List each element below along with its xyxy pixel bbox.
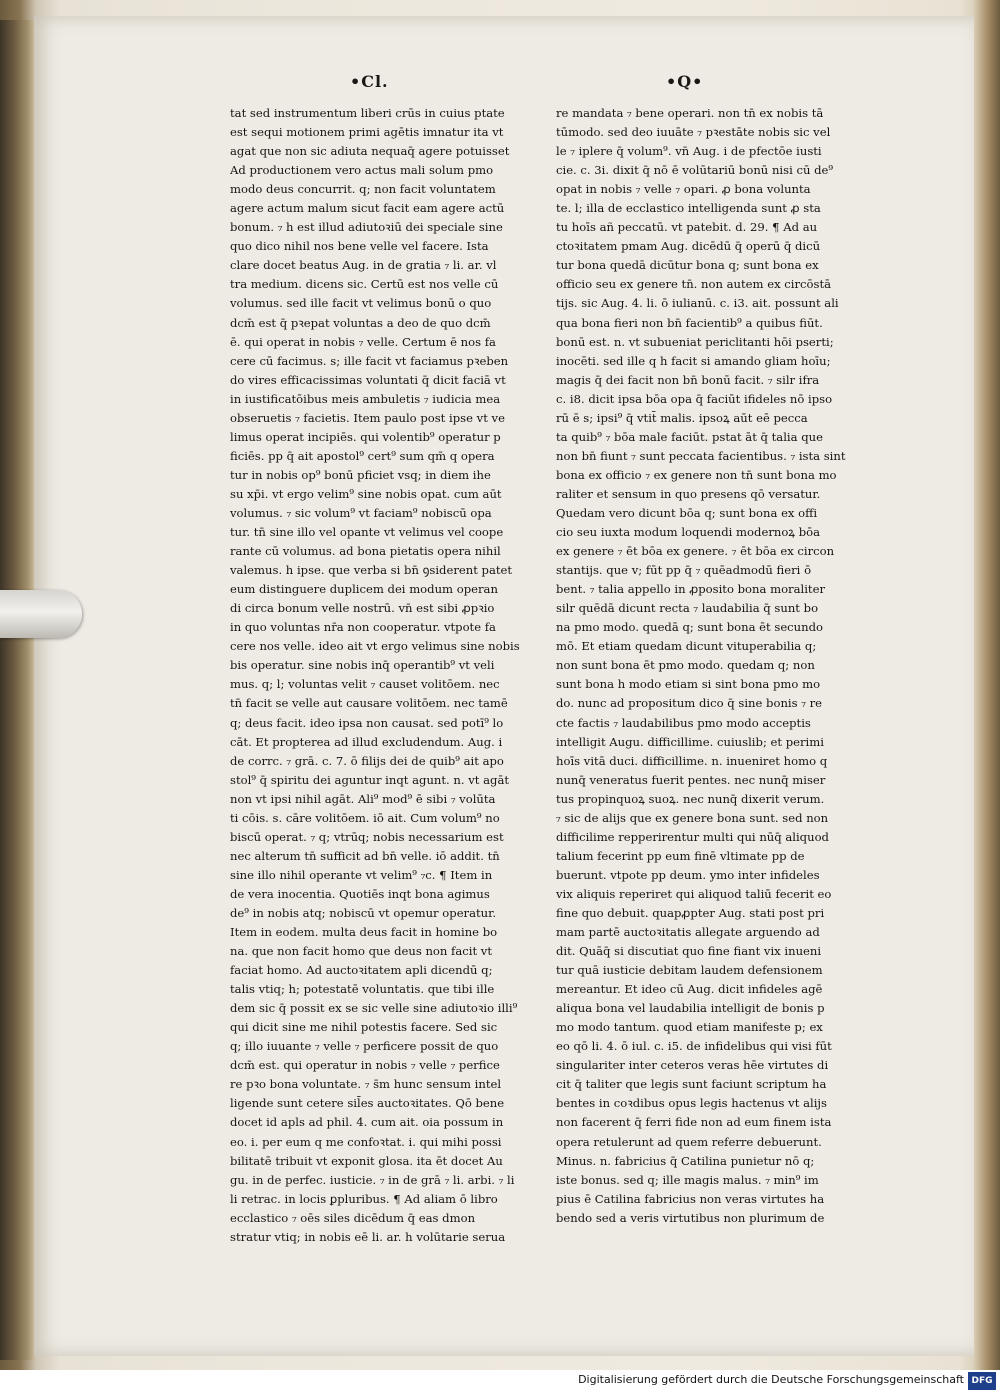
text-line: ē. qui operat in nobis ₇ velle. Certum ē nos fa xyxy=(230,334,496,349)
text-line: stol⁹ q̄ spiritu dei aguntur inqt agunt. n. vt agāt xyxy=(230,772,510,787)
text-line: sunt bona h modo etiam si sint bona pmo mo xyxy=(556,677,821,692)
text-line: stratur vtiq; in nobis eē li. ar. h volūtarie serua xyxy=(230,1229,506,1244)
text-line: de vera inocentia. Quotiēs inqt bona agimus xyxy=(230,886,490,901)
text-line: difficilime repperirentur multi qui nūq̄ aliquod xyxy=(556,829,829,844)
text-line: Quedam vero dicunt bōa q; sunt bona ex offi xyxy=(556,505,818,520)
text-line: na. que non facit homo que deus non facit vt xyxy=(230,944,493,959)
text-line: Ad productionem vero actus mali solum pmo xyxy=(230,163,494,178)
text-line: ta quib⁹ ₇ bōa male faciūt. pstat āt q̄ talia que xyxy=(556,429,823,444)
text-line: rū ē s; ipsi⁹ q̄ vtit̄ malis. ipsoꝝ aūt eē pecca xyxy=(556,410,808,425)
text-line: singulariter inter ceteros veras hēe virtutes di xyxy=(556,1058,829,1073)
text-line: tus propinquoꝝ suoꝝ. nec nunq̄ dixerit verum. xyxy=(556,791,825,806)
text-line: aliqua bona vel laudabilia intelligit de bonis p xyxy=(556,1001,825,1016)
right-page-edge xyxy=(974,0,1000,1370)
text-line: eo qō li. 4. ō iul. c. i5. de infidelibus qui visi fūt xyxy=(556,1039,832,1054)
folio-right: •Q• xyxy=(666,72,704,91)
text-line: na pmo modo. quedā q; sunt bona ēt secundo xyxy=(556,620,824,635)
text-line: valemus. h ipse. que verba si bn̄ ꝯsiderent patet xyxy=(230,563,513,578)
text-line: in quo voluntas nr̄a non cooperatur. vtpote fa xyxy=(230,620,496,635)
text-line: li retrac. in locis ꝑpluribus. ¶ Ad aliam ō libro xyxy=(230,1191,498,1206)
text-line: mō. Et etiam quedam dicunt vituperabilia q; xyxy=(556,639,817,654)
text-line: dem sic q̄ possit ex se sic velle sine adiutoꝛio illi⁹ xyxy=(230,1001,518,1016)
text-line: volumus. ₇ sic volum⁹ vt faciam⁹ nobiscū opa xyxy=(230,505,492,520)
text-line: stantijs. que v; fūt pp q̄ ₇ quēadmodū fieri ō xyxy=(556,563,812,578)
dfg-logo: DFG xyxy=(968,1372,996,1390)
text-line: tijs. sic Aug. 4. li. ō iulianū. c. i3. ait. possunt ali xyxy=(556,296,839,311)
text-line: opat in nobis ₇ velle ₇ opari. ꝓ bona volunta xyxy=(556,182,811,197)
text-line: ficiēs. pp q̄ ait apostol⁹ cert⁹ sum qm̄ q opera xyxy=(230,448,495,463)
text-line: bis operatur. sine nobis inq̄ operantib⁹ vt veli xyxy=(230,658,495,673)
text-line: ecclastico ₇ oēs siles dicēdum q̄ eas dmon xyxy=(230,1210,476,1225)
text-line: mam partē auctoꝛitatis allegate arguendo ad xyxy=(556,925,820,940)
text-line: dcm̄ est. qui operatur in nobis ₇ velle ₇ perfice xyxy=(230,1058,500,1073)
text-line: ex genere ₇ ēt bōa ex genere. ₇ ēt bōa ex circon xyxy=(556,544,835,559)
binding-edge xyxy=(0,20,34,1360)
text-line: modo deus concurrit. q; non facit voluntatem xyxy=(230,182,496,197)
text-line: bilitatē tribuit vt exponit glosa. ita ēt docet Au xyxy=(230,1153,503,1168)
text-line: non facerent q̄ ferri fide non ad eum finem ista xyxy=(556,1115,832,1130)
text-line: talis vtiq; h; potestatē voluntatis. que tibi ille xyxy=(230,982,495,997)
text-line: non vt ipsi nihil agāt. Ali⁹ mod⁹ ē sibi ₇ volūta xyxy=(230,791,496,806)
text-line: dcm̄ est q̄ pꝛepat voluntas a deo de quo dcm̄ xyxy=(230,315,491,330)
text-line: ctoꝛitatem pmam Aug. dicēdū q̄ operū q̄ dicū xyxy=(556,239,821,254)
text-line: docet id apls ad phil. 4. cum ait. oia possum in xyxy=(230,1115,504,1130)
text-line: c. i8. dicit ipsa bōa opa q̄ faciūt ifideles nō ipso xyxy=(556,391,833,406)
text-line: q; illo iuuante ₇ velle ₇ perficere possit de quo xyxy=(230,1039,499,1054)
text-line: quo dico nihil nos bene velle vel facere. Ista xyxy=(230,239,489,254)
text-line: clare docet beatus Aug. in de gratia ₇ li. ar. vl xyxy=(230,258,497,273)
text-line: cāt. Et propterea ad illud excludendum. Aug. i xyxy=(230,734,503,749)
text-line: iste bonus. sed q; ille magis malus. ₇ min⁹ im xyxy=(556,1172,819,1187)
text-line: cio seu iuxta modum loquendi modernoꝝ bōa xyxy=(556,525,821,540)
text-line: mereantur. Et ideo cū Aug. dicit infideles agē xyxy=(556,982,823,997)
text-line: di circa bonum velle nostrū. vn̄ est sibi ꝓpꝛio xyxy=(230,601,495,616)
text-line: tat sed instrumentum liberi crūs in cuius ptate xyxy=(230,106,505,120)
text-line: vix aliquis reperiret qui aliquod taliū fecerit eo xyxy=(556,886,832,901)
text-line: cie. c. 3i. dixit q̄ nō ē volūtariū bonū nisi cū de⁹ xyxy=(556,163,834,178)
text-line: limus operat incipiēs. qui volentib⁹ operatur p xyxy=(230,429,501,444)
text-line: do. nunc ad propositum dico q̄ sine bonis ₇ re xyxy=(556,696,822,711)
text-line: le ₇ iplere q̄ volum⁹. vn̄ Aug. i de pfectōe iusti xyxy=(556,144,822,159)
text-line: bent. ₇ talia appello in ꝓposito bona moraliter xyxy=(556,582,825,597)
text-line: intelligit Augu. difficillime. cuiuslib; et perimi xyxy=(556,734,824,749)
text-line: officio seu ex genere tn̄. non autem ex circōstā xyxy=(556,277,832,292)
text-line: agere actum malum sicut facit eam agere actū xyxy=(230,201,505,216)
text-line: tur quā iusticie debitam laudem defensionem xyxy=(556,963,823,978)
text-line: de⁹ in nobis atq; nobiscū vt opemur operatur. xyxy=(230,905,497,920)
text-line: nunq̄ veneratus fuerit pentes. nec nunq̄ miser xyxy=(556,772,826,787)
text-line: tur in nobis op⁹ bonū pficiet vsq; in diem ihe xyxy=(230,467,491,482)
text-line: re pꝛo bona voluntate. ₇ s̄m hunc sensum intel xyxy=(230,1077,502,1092)
text-line: est sequi motionem primi agētis imnatur ita vt xyxy=(230,125,504,140)
text-line: de corrc. ₇ grā. c. 7. ō filijs dei de quib⁹ ait apo xyxy=(230,753,504,768)
text-line: obseruetis ₇ facietis. Item paulo post ipse vt ve xyxy=(230,410,505,425)
text-line: ligende sunt cetere sil̄es auctoꝛitates. Qō bene xyxy=(230,1096,505,1111)
text-line: q; deus facit. ideo ipsa non causat. sed potī⁹ lo xyxy=(230,715,504,730)
text-line: mo modo tantum. quod etiam manifeste p; ex xyxy=(556,1020,823,1035)
text-line: magis q̄ dei facit non bn̄ bonū facit. ₇ silr ifra xyxy=(556,372,820,387)
text-line: Item in eodem. multa deus facit in homine bo xyxy=(230,925,498,940)
text-line: talium fecerint pp eum finē vltimate pp de xyxy=(556,848,805,863)
text-line: bentes in coꝛdibus opus legis hactenus vt alijs xyxy=(556,1096,827,1111)
text-line: nec alterum tn̄ sufficit ad bn̄ velle. iō addit. tn̄ xyxy=(230,848,500,863)
text-line: eo. i. per eum q me confoꝛtat. i. qui mihi possi xyxy=(230,1134,502,1149)
text-line: bona ex officio ₇ ex genere non tn̄ sunt bona mo xyxy=(556,467,837,482)
text-column-right xyxy=(556,104,874,1228)
text-line: tur. tn̄ sine illo vel opante vt velimus vel coope xyxy=(230,525,504,540)
text-line: mus. q; l; voluntas velit ₇ causet volitōem. nec xyxy=(230,677,500,692)
text-line: cere nos velle. ideo ait vt ergo velimus sine nobis xyxy=(230,639,520,654)
text-line: ₇ sic de alijs que ex genere bona sunt. sed non xyxy=(556,810,829,825)
text-line: gu. in de perfec. iusticie. ₇ in de grā ₇ li. arbi. ₇ li xyxy=(230,1172,515,1187)
text-line: ti cōis. s. cāre volitōem. iō ait. Cum volum⁹ no xyxy=(230,810,500,825)
text-line: bonū est. n. vt subueniat periclitanti hōi pserti; xyxy=(556,334,834,349)
text-line: eum distinguere duplicem dei modum operan xyxy=(230,582,498,597)
text-line: non bn̄ fiunt ₇ sunt peccata facientibus. ₇ ista sint xyxy=(556,448,846,463)
text-line: fine quo debuit. quapꝓpter Aug. stati post pri xyxy=(556,905,825,920)
text-line: inocēti. sed ille q h facit si amando gliam hoīu; xyxy=(556,353,831,368)
text-line: opera retulerunt ad quem referre debuerunt. xyxy=(556,1134,822,1149)
text-line: qua bona fieri non bn̄ facientib⁹ a quibus fiūt. xyxy=(556,315,823,330)
text-line: agat que non sic adiuta nequaq̄ agere potuisset xyxy=(230,144,510,159)
text-line: qui dicit sine me nihil potestis facere. Sed sic xyxy=(230,1020,498,1035)
text-column-left xyxy=(230,104,548,1247)
text-line: non sunt bona ēt pmo modo. quedam q; non xyxy=(556,658,815,673)
text-line: tn̄ facit se velle aut causare volitōem. nec tamē xyxy=(230,696,508,711)
text-line: tur bona quedā dicūtur bona q; sunt bona ex xyxy=(556,258,819,273)
text-line: te. l; illa de ecclastico intelligenda sunt ꝓ sta xyxy=(556,201,821,216)
text-line: cit q̄ taliter que legis sunt faciunt scriptum ha xyxy=(556,1077,827,1092)
text-line: raliter et sensum in quo presens qō versatur. xyxy=(556,486,821,501)
text-line: hoīs vitā duci. difficillime. n. inueniret homo q xyxy=(556,753,828,768)
text-line: do vires efficacissimas voluntati q̄ dicit faciā vt xyxy=(230,372,506,387)
text-line: in iustificatōibus meis ambuletis ₇ iudicia mea xyxy=(230,391,501,406)
text-line: cere cū facimus. s; ille facit vt faciamus pꝛeben xyxy=(230,353,509,368)
text-line: sine illo nihil operante vt velim⁹ ₇c. ¶ Item in xyxy=(230,867,493,882)
text-line: bonum. ₇ h est illud adiutoꝛiū dei speciale sine xyxy=(230,220,503,235)
text-line: tu hoīs añ peccatū. vt patebit. d. 29. ¶ Ad au xyxy=(556,220,818,235)
text-line: tra medium. dicens sic. Certū est nos velle cū xyxy=(230,277,499,292)
footer-credit: Digitalisierung gefördert durch die Deutsche Forschungsgemeinschaft xyxy=(578,1373,964,1386)
text-line: pius ē Catilina fabricius non veras virtutes ha xyxy=(556,1191,825,1206)
text-line: tūmodo. sed deo iuuāte ₇ pꝛestāte nobis sic vel xyxy=(556,125,831,140)
text-line: cte factis ₇ laudabilibus pmo modo acceptis xyxy=(556,715,811,730)
text-line: bendo sed a veris virtutibus non plurimum de xyxy=(556,1210,825,1225)
text-line: buerunt. vtpote pp deum. ymo inter infideles xyxy=(556,867,820,882)
text-line: biscū operat. ₇ q; vtrūq; nobis necessarium est xyxy=(230,829,504,844)
text-line: Minus. n. fabricius q̄ Catilina punietur nō q; xyxy=(556,1153,815,1168)
text-line: re mandata ₇ bene operari. non tn̄ ex nobis tā xyxy=(556,106,824,120)
text-line: rante cū volumus. ad bona pietatis opera nihil xyxy=(230,544,501,559)
text-line: faciat homo. Ad auctoꝛitatem apli dicendū q; xyxy=(230,963,493,978)
text-line: volumus. sed ille facit vt velimus bonū o quo xyxy=(230,296,492,311)
text-line: su xp̄i. vt ergo velim⁹ sine nobis opat. cum aūt xyxy=(230,486,502,501)
folio-left: •Cl. xyxy=(350,72,389,91)
page-clip xyxy=(0,590,82,638)
text-line: dit. Quāq̄ si discutiat quo fine fiant vix inueni xyxy=(556,944,822,959)
text-line: silr quēdā dicunt recta ₇ laudabilia q̄ sunt bo xyxy=(556,601,819,616)
